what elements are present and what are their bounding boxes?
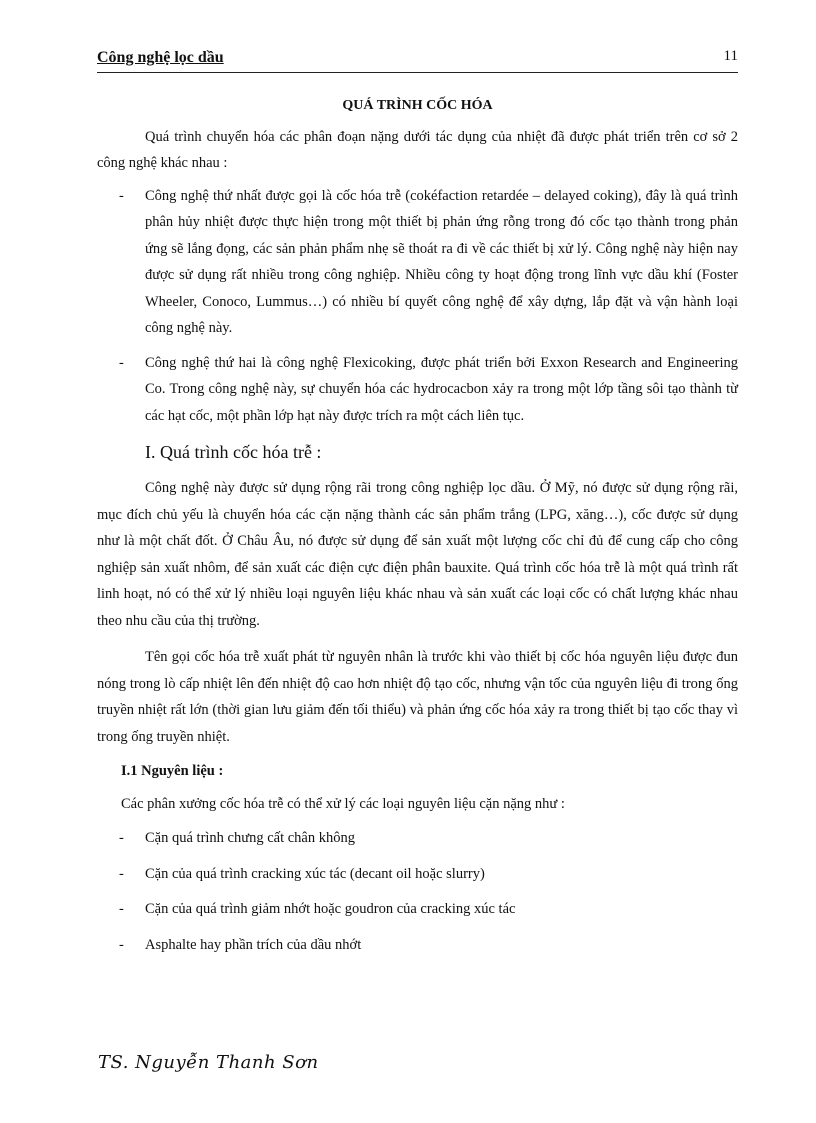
list-item (97, 350, 738, 430)
document-title: QUÁ TRÌNH CỐC HÓA (342, 98, 493, 113)
list-item-text: Cặn của quá trình cracking xúc tác (decant oil hoặc slurry) (145, 865, 485, 882)
list-item (97, 183, 738, 342)
list-item-text: Cặn của quá trình giảm nhớt hoặc goudron của cracking xúc tác (145, 901, 516, 917)
technology-list (97, 183, 738, 430)
list-item-text: Công nghệ thứ nhất được gọi là cốc hóa trễ (cokéfaction retardée – delayed coking), đây là quá trình phân hủy nhiệt được thực hiện trong một thiết bị phản ứng rỗng trong đó cốc tạo thành trong phản ứng sẽ lắng đọng, các sản phản phẩm nhẹ sẽ thoát ra đi về các thiết bị xử lý. Công nghệ này hiện nay được sử dụng rất nhiều trong công nghiệp. Nhiều công ty hoạt động trong lĩnh vực dầu khí (Foster Wheeler, Conoco, Lummus…) có nhiều bí quyết công nghệ để xây dựng, lắp đặt và vận hành loại công nghệ này. (145, 187, 738, 336)
header-title: Công nghệ lọc dầu (97, 49, 224, 66)
list-item-text: Cặn quá trình chưng cất chân không (145, 830, 355, 846)
list-item (97, 896, 738, 923)
dash-marker: - (119, 830, 124, 846)
feedstock-list (97, 825, 738, 958)
dash-marker: - (119, 187, 124, 204)
section-paragraph: Tên gọi cốc hóa trễ xuất phát từ nguyên nhân là trước khi vào thiết bị cốc hóa nguyên liệu được đun nóng trong lò cấp nhiệt lên đến nhiệt độ cao hơn nhiệt độ tạo cốc, nhưng vận tốc của nguyên liệu đi trong ống truyền nhiệt rất lớn (thời gian lưu giảm đến tối thiểu) và phản ứng cốc hóa xảy ra trong thiết bị tạo cốc thay vì trong ống truyền nhiệt. (97, 649, 738, 745)
subsection-intro: Các phân xưởng cốc hóa trễ có thể xử lý các loại nguyên liệu cặn nặng như : (121, 795, 565, 812)
section-heading: I. Quá trình cốc hóa trễ : (145, 442, 322, 462)
header-divider (97, 72, 738, 73)
list-item (97, 932, 738, 959)
document-body (97, 93, 738, 967)
page-number: 11 (723, 48, 738, 64)
dash-marker: - (119, 354, 124, 371)
footer-author: TS. Nguyễn Thanh Sơn (98, 1052, 319, 1073)
subsection-heading: I.1 Nguyên liệu : (121, 763, 224, 779)
dash-marker: - (119, 901, 124, 917)
intro-paragraph: Quá trình chuyển hóa các phân đoạn nặng dưới tác dụng của nhiệt đã được phát triển trên cơ sở 2 công nghệ khác nhau : (97, 128, 738, 171)
list-item-text: Công nghệ thứ hai là công nghệ Flexicoking, được phát triển bởi Exxon Research and Engineering Co. Trong công nghệ này, sự chuyển hóa các hydrocacbon xảy ra trong một lớp tầng sôi tạo thành từ các hạt cốc, một phần lớp hạt này được trích ra một cách liên tục. (145, 354, 738, 424)
dash-marker: - (119, 865, 124, 882)
dash-marker: - (119, 936, 124, 953)
list-item (97, 861, 738, 888)
list-item-text: Asphalte hay phần trích của dầu nhớt (145, 936, 362, 953)
list-item (97, 825, 738, 852)
section-paragraph: Công nghệ này được sử dụng rộng rãi trong công nghiệp lọc dầu. Ở Mỹ, nó được sử dụng rộng rãi, mục đích chủ yếu là chuyển hóa các cặn nặng thành các sản phẩm trắng (LPG, xăng…), cốc được sử dụng như là một chất đốt. Ở Châu Âu, nó được sử dụng để sản xuất một lượng cốc chỉ đủ để cung cấp cho công nghiệp sản xuất nhôm, để sản xuất các điện cực điện phân bauxite. Quá trình cốc hóa trễ là một quá trình rất linh hoạt, nó có thể xử lý nhiều loại nguyên liệu khác nhau và sản xuất các loại cốc có chất lượng khác nhau theo nhu cầu của thị trường. (97, 480, 738, 629)
